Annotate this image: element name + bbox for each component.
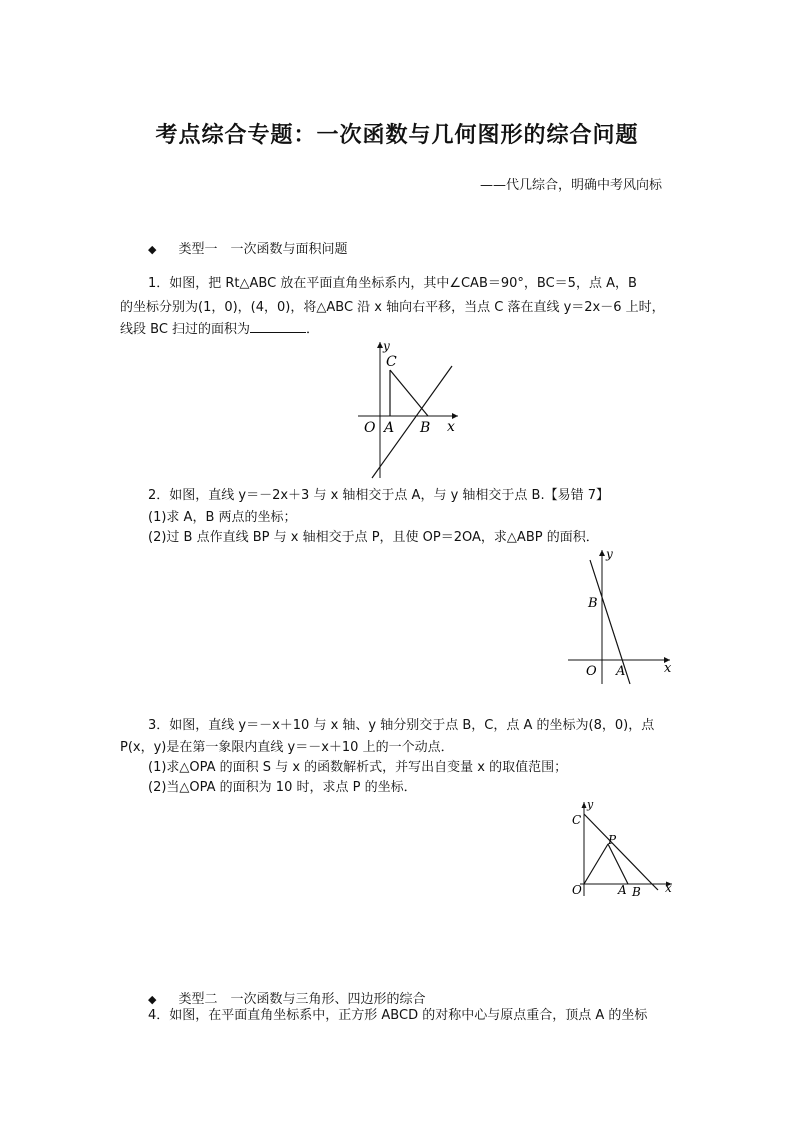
q2-line-2: (1)求 A，B 两点的坐标； bbox=[148, 510, 297, 525]
diamond-icon: ◆ bbox=[148, 993, 157, 1006]
page-subtitle: ——代几综合，明确中考风向标 bbox=[480, 178, 663, 193]
q2-figure bbox=[562, 546, 680, 686]
q3-line-2: P(x，y)是在第一象限内直线 y＝－x＋10 上的一个动点． bbox=[120, 740, 454, 755]
q1-label-x: x bbox=[447, 419, 455, 435]
q2-y-arrow-icon bbox=[599, 550, 605, 556]
q1-label-o: O bbox=[364, 420, 376, 436]
q3-label-b: B bbox=[632, 885, 641, 899]
q3-segment-op bbox=[584, 844, 608, 884]
section-label-1: 类型一 一次函数与面积问题 bbox=[178, 242, 348, 257]
q3-y-arrow-icon bbox=[582, 802, 587, 808]
section-heading-1 bbox=[148, 238, 347, 257]
q3-label-x: x bbox=[665, 881, 672, 895]
q3-line-1: 3．如图，直线 y＝－x＋10 与 x 轴、y 轴分别交于点 B，C，点 A 的坐标为(8，0)，点 bbox=[148, 718, 655, 733]
q3-label-p: P bbox=[608, 833, 617, 847]
q3-label-a: A bbox=[618, 883, 627, 897]
q2-label-b: B bbox=[588, 596, 598, 611]
q3-line-graph bbox=[584, 814, 652, 884]
q3-line-extension bbox=[652, 884, 658, 890]
q3-label-c: C bbox=[572, 813, 582, 827]
q2-label-a: A bbox=[616, 664, 626, 679]
q3-segment-pa bbox=[608, 844, 628, 884]
q1-line-1: 1．如图，把 Rt△ABC 放在平面直角坐标系内，其中∠CAB＝90°，BC＝5，点 A，B bbox=[148, 276, 637, 291]
q3-figure bbox=[568, 796, 678, 904]
q1-label-y: y bbox=[383, 339, 390, 353]
q2-line-3: (2)过 B 点作直线 BP 与 x 轴相交于点 P，且使 OP＝2OA，求△ABP 的面积． bbox=[148, 530, 599, 545]
q1-label-a: A bbox=[384, 420, 395, 436]
q1-line-2: 的坐标分别为(1，0)，(4，0)，将△ABC 沿 x 轴向右平移，当点 C 落在直线 y＝2x－6 上时， bbox=[120, 300, 665, 315]
q1-line-3 bbox=[120, 320, 319, 340]
q3-label-y: y bbox=[587, 798, 594, 811]
q1-label-c: C bbox=[386, 354, 397, 370]
diamond-icon: ◆ bbox=[148, 243, 157, 256]
q1-line-3-end: ． bbox=[306, 322, 320, 337]
q3-line-3: (1)求△OPA 的面积 S 与 x 的函数解析式，并写出自变量 x 的取值范围； bbox=[148, 760, 568, 775]
section-heading-2 bbox=[148, 988, 425, 1007]
q2-label-o: O bbox=[586, 664, 597, 679]
q2-label-x: x bbox=[664, 661, 672, 676]
q1-label-b: B bbox=[420, 420, 431, 436]
q4-line-1: 4．如图，在平面直角坐标系中，正方形 ABCD 的对称中心与原点重合，顶点 A 的坐标 bbox=[148, 1008, 648, 1023]
page-title: 考点综合专题：一次函数与几何图形的综合问题 bbox=[155, 122, 639, 148]
q1-figure bbox=[350, 338, 465, 483]
q2-label-y: y bbox=[606, 547, 613, 561]
q3-label-o: O bbox=[572, 883, 582, 897]
answer-blank bbox=[250, 320, 306, 333]
section-label-2: 类型二 一次函数与三角形、四边形的综合 bbox=[178, 992, 426, 1007]
q2-line-1: 2．如图，直线 y＝－2x＋3 与 x 轴相交于点 A，与 y 轴相交于点 B.【易错 7】 bbox=[148, 488, 609, 503]
q1-segment-bc bbox=[390, 370, 428, 416]
q1-line-3-text: 线段 BC 扫过的面积为 bbox=[120, 322, 251, 337]
q3-line-4: (2)当△OPA 的面积为 10 时，求点 P 的坐标． bbox=[148, 780, 417, 795]
